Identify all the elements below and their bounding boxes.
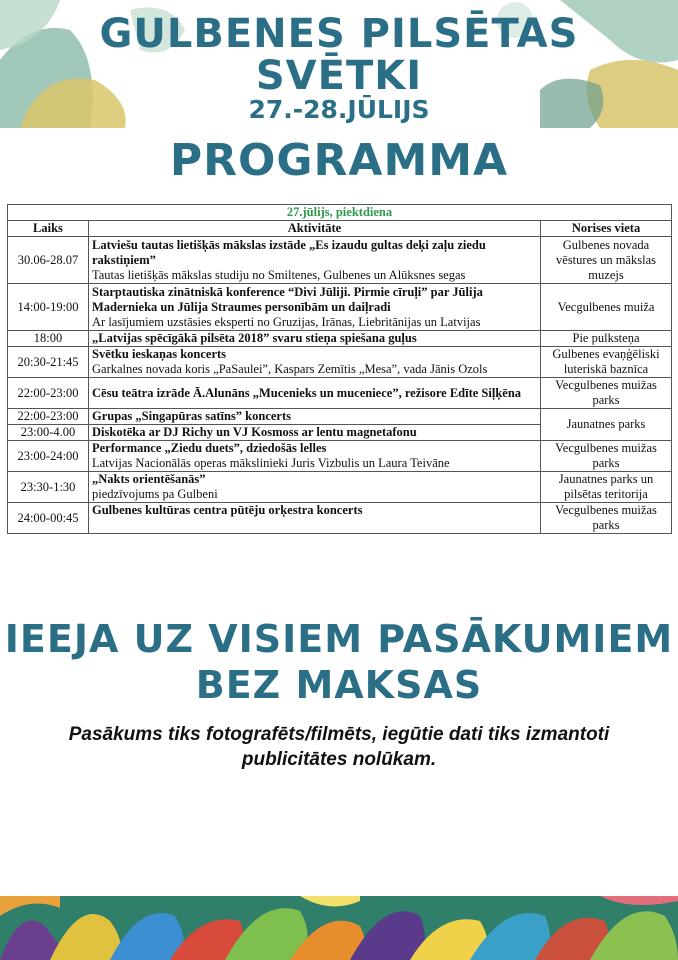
row-time: 22:00-23:00 (8, 409, 89, 425)
row-time: 14:00-19:00 (8, 284, 89, 331)
table-row (8, 284, 672, 331)
activity-title: Starptautiska zinātniskā konference “Divi Jūliji. Pirmie cīruļi” par Jūlija Madernieka un Jūlija Straumes personībām un daiļradi (92, 284, 483, 314)
activity-description: piedzīvojums pa Gulbeni (92, 487, 218, 501)
row-time: 30.06-28.07 (8, 237, 89, 284)
activity-description: Latvijas Nacionālās operas mākslinieki Juris Vizbulis un Laura Teivāne (92, 456, 450, 470)
column-header-time: Laiks (8, 221, 89, 237)
row-place: Vecgulbenes muižas parks (541, 503, 672, 534)
table-row (8, 409, 672, 425)
table-row (8, 503, 672, 534)
row-place: Vecgulbenes muiža (541, 284, 672, 331)
day-header-row (8, 205, 672, 221)
table-row (8, 331, 672, 347)
table-row (8, 441, 672, 472)
column-header-row (8, 221, 672, 237)
footer-decoration (0, 896, 678, 960)
row-activity (89, 331, 541, 347)
table-row (8, 378, 672, 409)
activity-title: Cēsu teātra izrāde Ā.Alunāns „Mucenieks un muceniece”, režisore Edīte Siļķēna (92, 385, 522, 400)
row-activity (89, 284, 541, 331)
header-banner (0, 0, 678, 128)
row-time: 24:00-00:45 (8, 503, 89, 534)
activity-description: Ar lasījumiem uzstāsies eksperti no Gruzijas, Irānas, Liebritānijas un Latvijas (92, 314, 481, 329)
row-activity (89, 378, 541, 409)
row-activity (89, 409, 541, 425)
table-row (8, 237, 672, 284)
activity-title: Diskotēka ar DJ Richy un VJ Kosmoss ar lentu magnetafonu (92, 425, 417, 439)
free-entry-line1: IEEJA UZ VISIEM PASĀKUMIEM (4, 617, 674, 661)
photo-notice-line2: publicitātes nolūkam. (241, 749, 437, 770)
row-time: 23:30-1:30 (8, 472, 89, 503)
activity-title: Gulbenes kultūras centra pūtēju orķestra koncerts (92, 503, 363, 517)
festival-title-line1: GULBENES PILSĒTAS (99, 11, 579, 57)
row-place: Jaunatnes parks un pilsētas teritorija (541, 472, 672, 503)
festival-dates: 27.-28.JŪLIJS (248, 95, 430, 124)
activity-description: Tautas lietišķās mākslas studiju no Smiltenes, Gulbenes un Alūksnes segas (92, 267, 466, 282)
decorative-pattern (0, 896, 678, 960)
activity-title: Performance „Ziedu duets”, dziedošās lelles (92, 441, 327, 455)
day-label: 27.jūlijs, piektdiena (8, 205, 672, 221)
activity-title: „Nakts orientēšanās” (92, 472, 206, 486)
row-activity (89, 347, 541, 378)
row-activity (89, 441, 541, 472)
row-activity (89, 237, 541, 284)
photo-notice (0, 722, 678, 772)
row-activity (89, 503, 541, 534)
activity-title: Svētku ieskaņas koncerts (92, 347, 227, 361)
row-time: 18:00 (8, 331, 89, 347)
free-entry-line2: BEZ MAKSAS (195, 663, 483, 707)
row-time: 23:00-24:00 (8, 441, 89, 472)
row-activity (89, 425, 541, 441)
row-time: 20:30-21:45 (8, 347, 89, 378)
table-row (8, 347, 672, 378)
row-place: Vecgulbenes muižas parks (541, 378, 672, 409)
program-heading: PROGRAMMA (169, 135, 509, 186)
row-place: Gulbenes novada vēstures un mākslas muzejs (541, 237, 672, 284)
column-header-place: Norises vieta (541, 221, 672, 237)
row-place: Vecgulbenes muižas parks (541, 441, 672, 472)
row-place: Jaunatnes parks (541, 409, 672, 441)
table-row (8, 472, 672, 503)
row-time: 22:00-23:00 (8, 378, 89, 409)
activity-description: Garkalnes novada koris „PaSaulei”, Kaspars Zemītis „Mesa”, vada Jānis Ozols (92, 362, 488, 376)
activity-title: Grupas „Singapūras satīns” koncerts (92, 409, 291, 423)
row-place: Gulbenes evaņģēliski luteriskā baznīca (541, 347, 672, 378)
photo-notice-line1: Pasākums tiks fotografēts/filmēts, iegūtie dati tiks izmantoti (68, 724, 610, 745)
column-header-activity: Aktivitāte (89, 221, 541, 237)
row-activity (89, 472, 541, 503)
row-place: Pie pulksteņa (541, 331, 672, 347)
schedule-table (7, 204, 672, 534)
activity-title: „Latvijas spēcīgākā pilsēta 2018” svaru stieņa spiešana guļus (92, 331, 417, 345)
activity-title: Latviešu tautas lietišķās mākslas izstāde „Es izaudu gultas deķi zaļu ziedu rakstiņiem” (92, 237, 486, 267)
festival-title-line2: SVĒTKI (255, 53, 423, 99)
row-time: 23:00-4.00 (8, 425, 89, 441)
